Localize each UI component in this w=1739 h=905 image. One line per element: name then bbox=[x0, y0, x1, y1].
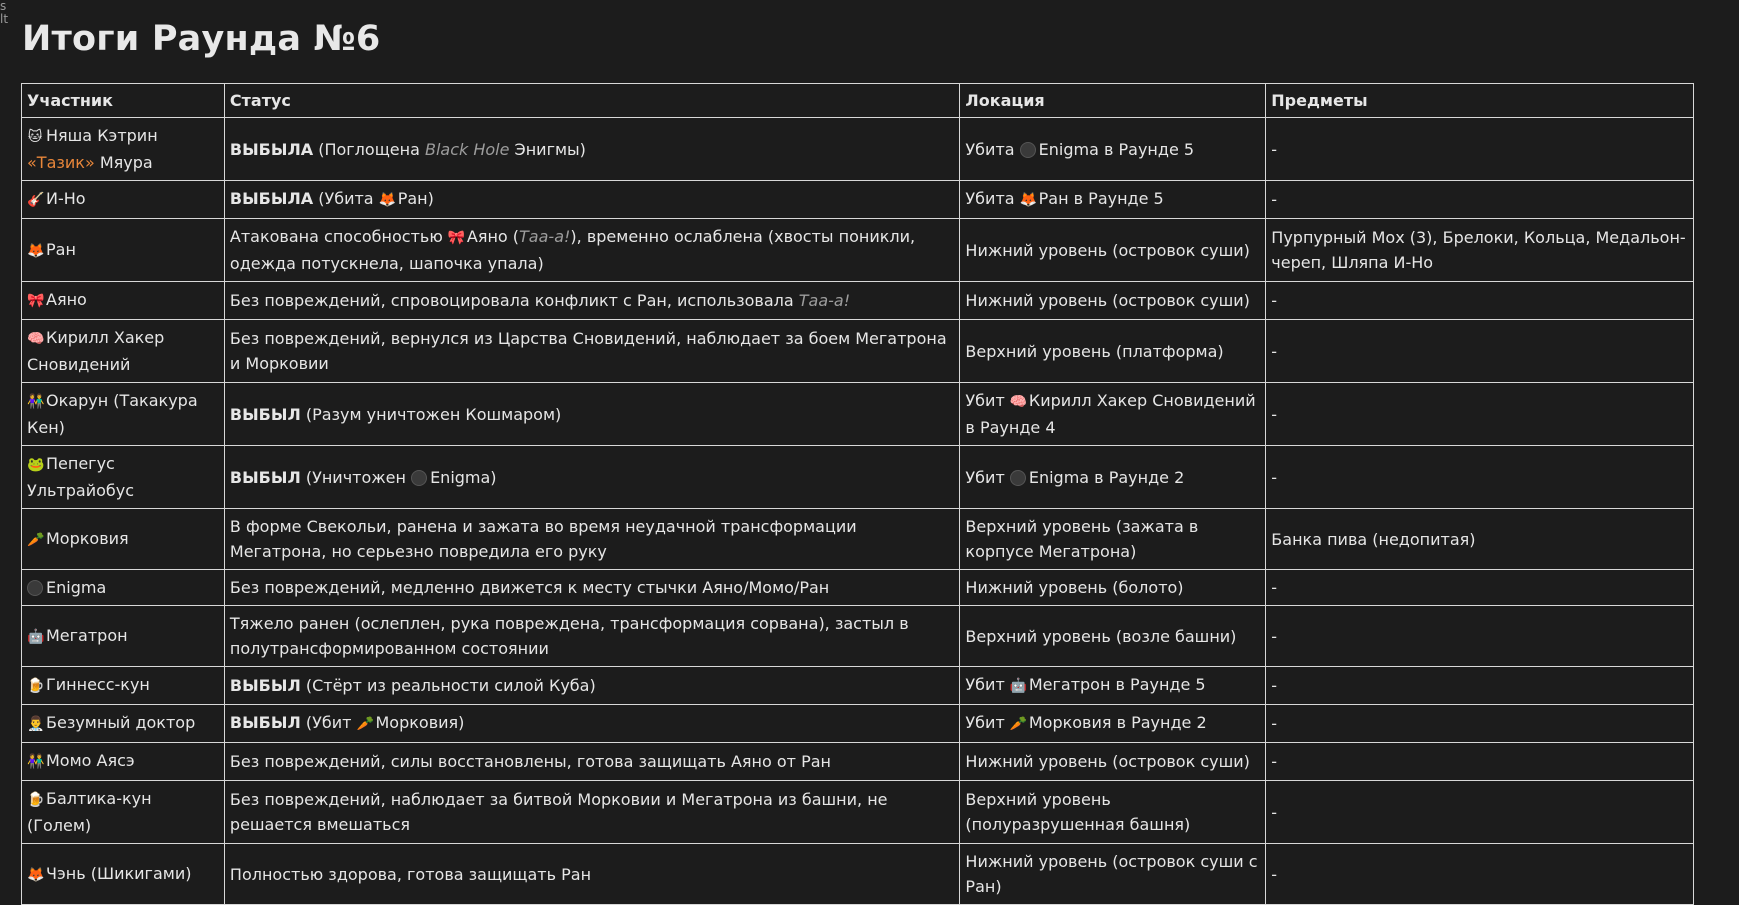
cell-participant bbox=[22, 570, 225, 606]
table-row bbox=[22, 606, 1694, 667]
cell-status bbox=[224, 667, 960, 705]
cell-participant bbox=[22, 705, 225, 743]
table-body bbox=[22, 118, 1694, 905]
items-text: - bbox=[1271, 676, 1278, 695]
participant-text: Мегатрон bbox=[46, 625, 128, 645]
status-text: (Стёрт из реальности силой Куба) bbox=[300, 676, 596, 695]
cell-participant bbox=[22, 743, 225, 781]
cell-location bbox=[960, 118, 1266, 181]
cell-location bbox=[960, 743, 1266, 781]
participant-text: Мяура bbox=[94, 153, 153, 172]
location-text: Кирилл Хакер Сновидений в Раунде 4 bbox=[965, 391, 1256, 437]
cell-items bbox=[1266, 667, 1694, 705]
cell-participant bbox=[22, 844, 225, 905]
table-row bbox=[22, 509, 1694, 570]
cell-status bbox=[224, 781, 960, 844]
cell-participant bbox=[22, 606, 225, 667]
location-text: Нижний уровень (островок суши) bbox=[965, 752, 1250, 771]
location-text: Enigma в Раунде 5 bbox=[1038, 139, 1195, 159]
status-text: (Уничтожен bbox=[300, 467, 412, 487]
cell-status bbox=[224, 844, 960, 905]
location-text: Нижний уровень (островок суши) bbox=[965, 291, 1250, 310]
status-text: Black Hole bbox=[424, 139, 510, 159]
location-text: Enigma в Раунде 2 bbox=[1028, 467, 1185, 487]
cell-items bbox=[1266, 781, 1694, 844]
table-row bbox=[22, 844, 1694, 905]
location-text: Верхний уровень (полуразрушенная башня) bbox=[965, 790, 1191, 834]
status-text: Морковия) bbox=[375, 713, 465, 732]
table-row bbox=[22, 705, 1694, 743]
ribbon-icon: 🎀 bbox=[27, 293, 45, 309]
status-text: ), временно ослаблена (хвосты поникли, одежда потускнела, шапочка упала) bbox=[229, 227, 916, 273]
beer-mug-icon: 🍺 bbox=[27, 792, 45, 808]
participant-text: Гиннесс-кун bbox=[46, 675, 150, 694]
column-header-status: Статус bbox=[224, 84, 960, 118]
status-text: ВЫБЫЛА bbox=[229, 189, 314, 208]
status-text: Тяжело ранен (ослеплен, рука повреждена, трансформация сорвана), застыл в полутрансформированном состоянии bbox=[229, 614, 909, 658]
items-text: - bbox=[1271, 752, 1278, 771]
status-text: ВЫБЫЛ bbox=[229, 713, 301, 732]
fox-icon: 🦊 bbox=[1019, 192, 1038, 208]
cell-items bbox=[1266, 509, 1694, 570]
cell-participant bbox=[22, 383, 225, 446]
cell-status bbox=[224, 570, 960, 606]
cell-participant bbox=[22, 781, 225, 844]
participant-text: Морковия bbox=[46, 528, 129, 548]
location-text: Морковия в Раунде 2 bbox=[1028, 713, 1207, 732]
cell-location bbox=[960, 320, 1266, 383]
items-text: - bbox=[1271, 404, 1278, 424]
items-text: - bbox=[1271, 341, 1278, 361]
location-text: Убита bbox=[965, 139, 1020, 159]
guitar-icon: 🎸 bbox=[27, 192, 45, 208]
cell-participant bbox=[22, 282, 225, 320]
items-text: - bbox=[1271, 802, 1278, 822]
cell-participant bbox=[22, 320, 225, 383]
couple-icon: 👫 bbox=[27, 754, 45, 770]
table-row bbox=[22, 667, 1694, 705]
items-text: - bbox=[1271, 291, 1278, 310]
black-circle-icon bbox=[1020, 142, 1036, 158]
cell-items bbox=[1266, 282, 1694, 320]
status-text: (Убита bbox=[313, 189, 379, 208]
location-text: Убит bbox=[965, 675, 1010, 694]
location-text: Убит bbox=[965, 713, 1010, 732]
cell-items bbox=[1266, 320, 1694, 383]
status-text: Enigma) bbox=[430, 467, 497, 487]
participant-text: Чэнь (Шикигами) bbox=[46, 863, 192, 883]
cell-items bbox=[1266, 705, 1694, 743]
cell-participant bbox=[22, 181, 225, 219]
ribbon-icon: 🎀 bbox=[447, 230, 466, 246]
column-header-location: Локация bbox=[960, 84, 1266, 118]
cell-status bbox=[224, 509, 960, 570]
location-text: Убита bbox=[965, 189, 1020, 208]
table-row bbox=[22, 320, 1694, 383]
carrot-icon: 🥕 bbox=[356, 716, 374, 732]
round-results-table bbox=[21, 83, 1694, 905]
page-title: Итоги Раунда №6 bbox=[22, 19, 381, 59]
cell-status bbox=[224, 118, 960, 181]
cell-participant bbox=[22, 118, 225, 181]
cell-items bbox=[1266, 118, 1694, 181]
location-text: Верхний уровень (возле башни) bbox=[965, 626, 1237, 646]
location-text: Мегатрон в Раунде 5 bbox=[1028, 675, 1206, 694]
cell-location bbox=[960, 219, 1266, 282]
participant-text: Ран bbox=[46, 239, 76, 259]
beer-mug-icon: 🍺 bbox=[27, 678, 45, 694]
cell-location bbox=[960, 781, 1266, 844]
status-text: Без повреждений, силы восстановлены, готова защищать Аяно от Ран bbox=[229, 752, 831, 771]
couple-icon: 👫 bbox=[27, 394, 45, 410]
participant-text: Окарун (Такакура Кен) bbox=[27, 391, 198, 437]
table-row bbox=[22, 282, 1694, 320]
status-text: В форме Свекольи, ранена и зажата во время неудачной трансформации Мегатрона, но серьезно повредила его руку bbox=[229, 517, 857, 561]
items-text: - bbox=[1271, 139, 1278, 159]
items-text: Пурпурный Мох (3), Брелоки, Кольца, Медальон-череп, Шляпа И-Но bbox=[1271, 228, 1686, 272]
cell-items bbox=[1266, 219, 1694, 282]
carrot-icon: 🥕 bbox=[1009, 716, 1028, 732]
status-text: ВЫБЫЛ bbox=[229, 676, 301, 695]
column-header-items: Предметы bbox=[1266, 84, 1694, 118]
cell-location bbox=[960, 181, 1266, 219]
status-text: (Поглощена bbox=[313, 139, 425, 159]
cell-location bbox=[960, 570, 1266, 606]
table-row bbox=[22, 219, 1694, 282]
status-text: Без повреждений, спровоцировала конфликт с Ран, использовала bbox=[229, 291, 799, 310]
table-row bbox=[22, 383, 1694, 446]
participant-text: И-Но bbox=[46, 189, 86, 208]
brain-icon: 🧠 bbox=[1009, 394, 1028, 410]
status-text: ВЫБЫЛА bbox=[229, 139, 314, 159]
participant-text: Enigma bbox=[46, 578, 107, 597]
cell-items bbox=[1266, 383, 1694, 446]
cell-status bbox=[224, 320, 960, 383]
fox-icon: 🦊 bbox=[27, 866, 45, 883]
participant-text: «Тазик» bbox=[27, 153, 95, 172]
black-circle-icon bbox=[1010, 470, 1026, 486]
items-text: Банка пива (недопитая) bbox=[1271, 529, 1476, 549]
status-text: Аяно ( bbox=[466, 227, 520, 246]
status-text: Энигмы) bbox=[509, 139, 586, 159]
status-text: Полностью здорова, готова защищать Ран bbox=[229, 864, 592, 884]
cell-status bbox=[224, 219, 960, 282]
column-header-participant: Участник bbox=[22, 84, 225, 118]
table-row bbox=[22, 118, 1694, 181]
carrot-icon: 🥕 bbox=[27, 531, 45, 548]
cell-participant bbox=[22, 446, 225, 509]
cell-location bbox=[960, 844, 1266, 905]
location-text: Ран в Раунде 5 bbox=[1038, 189, 1164, 208]
table-row bbox=[22, 446, 1694, 509]
cell-location bbox=[960, 667, 1266, 705]
status-text: Без повреждений, медленно движется к месту стычки Аяно/Момо/Ран bbox=[229, 578, 830, 597]
corner-marks: s lt bbox=[0, 0, 9, 26]
cell-items bbox=[1266, 570, 1694, 606]
items-text: - bbox=[1271, 864, 1278, 884]
cell-status bbox=[224, 383, 960, 446]
table-row bbox=[22, 743, 1694, 781]
status-text: ВЫБЫЛ bbox=[229, 467, 301, 487]
table-row bbox=[22, 181, 1694, 219]
location-text: Нижний уровень (болото) bbox=[965, 578, 1184, 597]
brain-icon: 🧠 bbox=[27, 331, 45, 347]
cell-location bbox=[960, 446, 1266, 509]
cell-participant bbox=[22, 219, 225, 282]
status-text: (Разум уничтожен Кошмаром) bbox=[300, 404, 562, 424]
table-row bbox=[22, 781, 1694, 844]
cell-status bbox=[224, 181, 960, 219]
black-circle-icon bbox=[27, 580, 43, 596]
fox-icon: 🦊 bbox=[27, 242, 45, 259]
robot-icon: 🤖 bbox=[1009, 678, 1028, 694]
items-text: - bbox=[1271, 578, 1278, 597]
black-circle-icon bbox=[411, 470, 427, 486]
status-text: Атакована способностью bbox=[229, 227, 448, 246]
participant-text: Пепегус Ультрайобус bbox=[27, 454, 135, 500]
status-text: Без повреждений, вернулся из Царства Сновидений, наблюдает за боем Мегатрона и Морковии bbox=[229, 329, 947, 373]
status-text: Без повреждений, наблюдает за битвой Морковии и Мегатрона из башни, не решается вмешаться bbox=[229, 790, 888, 834]
location-text: Верхний уровень (платформа) bbox=[965, 341, 1224, 361]
location-text: Нижний уровень (островок суши с Ран) bbox=[965, 852, 1258, 896]
cell-participant bbox=[22, 667, 225, 705]
cell-items bbox=[1266, 446, 1694, 509]
cell-items bbox=[1266, 844, 1694, 905]
cell-items bbox=[1266, 181, 1694, 219]
cell-status bbox=[224, 282, 960, 320]
location-text: Убит bbox=[965, 391, 1010, 410]
location-text: Убит bbox=[965, 467, 1010, 487]
items-text: - bbox=[1271, 714, 1278, 733]
cell-status bbox=[224, 743, 960, 781]
participant-text: Балтика-кун (Голем) bbox=[27, 789, 152, 835]
cell-status bbox=[224, 606, 960, 667]
cell-location bbox=[960, 509, 1266, 570]
participant-text: Момо Аясэ bbox=[46, 751, 135, 770]
fox-icon: 🦊 bbox=[378, 192, 397, 208]
cell-items bbox=[1266, 743, 1694, 781]
location-text: Верхний уровень (зажата в корпусе Мегатрона) bbox=[965, 517, 1199, 561]
status-text: (Убит bbox=[300, 713, 357, 732]
cell-status bbox=[224, 446, 960, 509]
cell-location bbox=[960, 606, 1266, 667]
items-text: - bbox=[1271, 190, 1278, 209]
cat-icon: 🐱 bbox=[27, 129, 43, 145]
doctor-icon: 👨‍⚕️ bbox=[27, 716, 45, 732]
items-text: - bbox=[1271, 626, 1278, 646]
frog-icon: 🐸 bbox=[27, 457, 45, 473]
status-text: Таа-а! bbox=[798, 291, 851, 310]
cell-location bbox=[960, 282, 1266, 320]
table-row bbox=[22, 570, 1694, 606]
status-text: Таа-а! bbox=[519, 227, 571, 246]
cell-items bbox=[1266, 606, 1694, 667]
robot-icon: 🤖 bbox=[27, 628, 45, 645]
items-text: - bbox=[1271, 467, 1278, 487]
participant-text: Аяно bbox=[46, 290, 87, 309]
location-text: Нижний уровень (островок суши) bbox=[965, 240, 1250, 260]
status-text: Ран) bbox=[397, 189, 434, 208]
cell-location bbox=[960, 705, 1266, 743]
status-text: ВЫБЫЛ bbox=[229, 404, 301, 424]
cell-status bbox=[224, 705, 960, 743]
cell-location bbox=[960, 383, 1266, 446]
cell-participant bbox=[22, 509, 225, 570]
participant-text: Кирилл Хакер Сновидений bbox=[27, 328, 165, 374]
table-header-row bbox=[22, 84, 1694, 118]
participant-text: Няша Кэтрин bbox=[46, 126, 158, 145]
participant-text: Безумный доктор bbox=[46, 713, 196, 732]
